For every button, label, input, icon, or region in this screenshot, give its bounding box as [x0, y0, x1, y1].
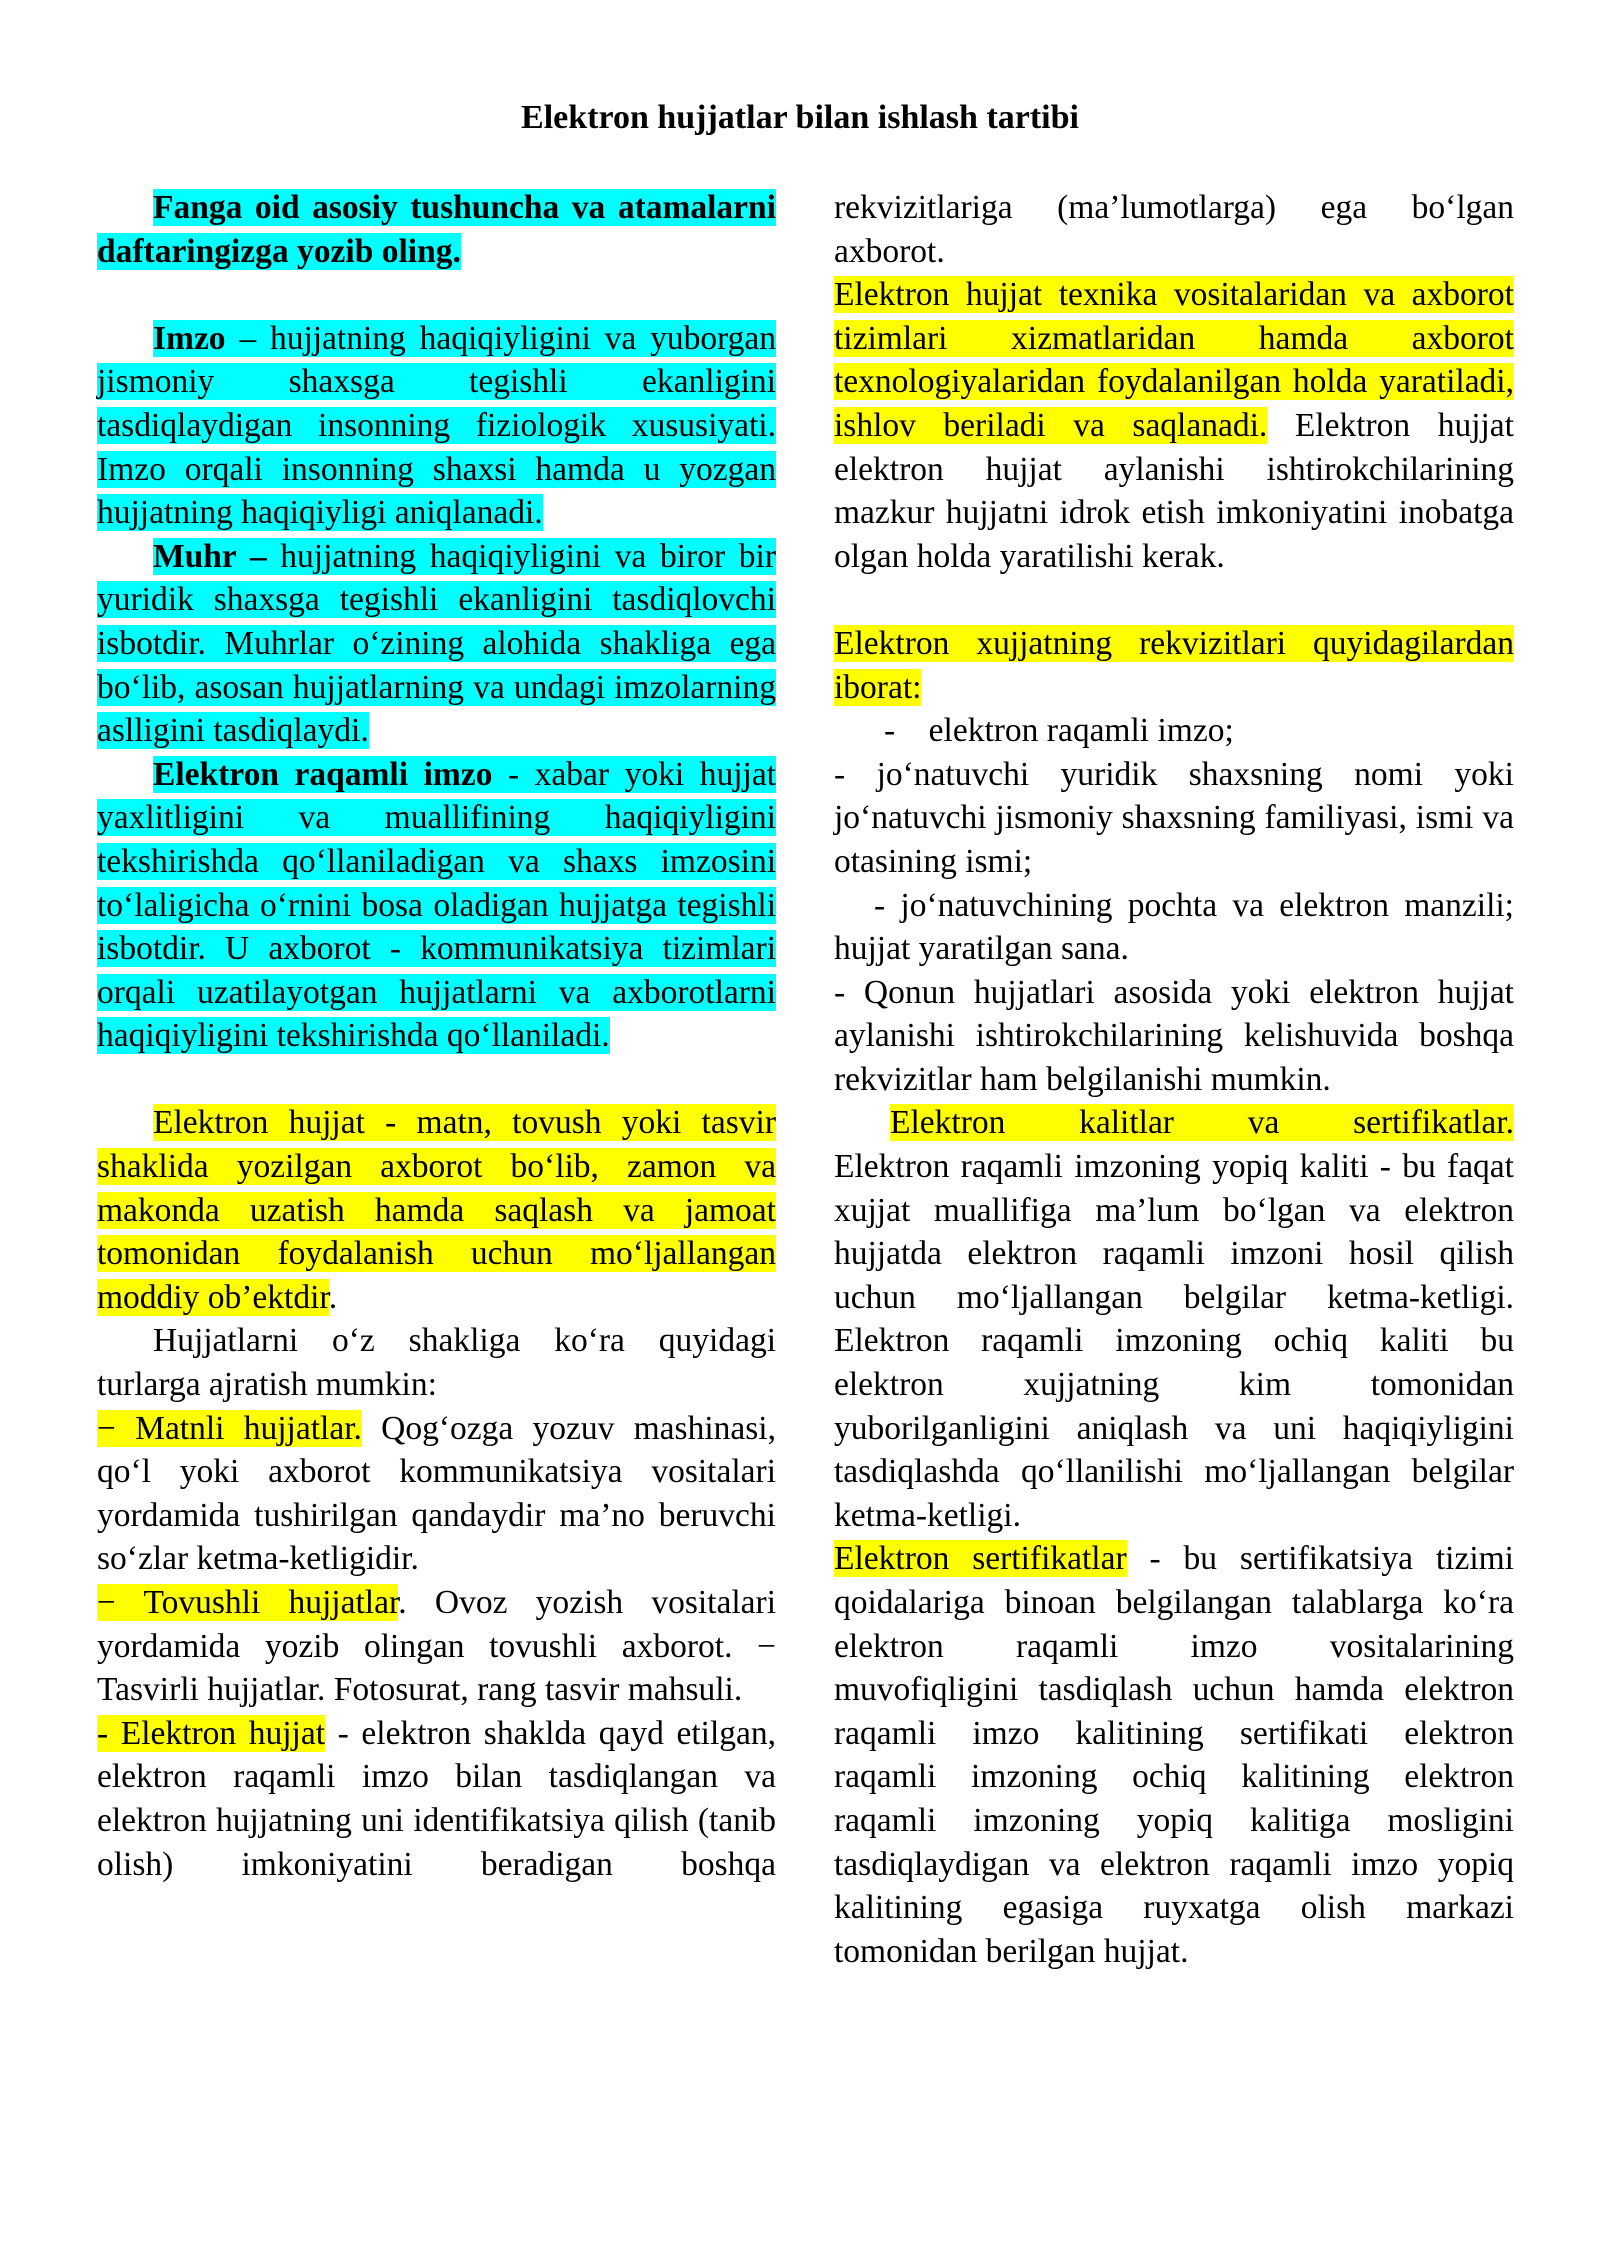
kalit-heading-text: Elektron kalitlar va sertifikatlar. [890, 1104, 1514, 1142]
imzo-text: – hujjatning haqiqiyligini va yuborgan jismoniy shaxsga tegishli ekanligini tasdiqlaydigan insonning fiziologik xususiyati. Imzo orqali insonning shaxsi hamda u yozgan hujjatning haqiqiyligi aniqlanadi. [97, 319, 776, 532]
list-item: - jo‘natuvchi yuridik shaxsning nomi yoki jo‘natuvchi jismoniy shaxsning familiyasi, ismi va otasining ismi; [834, 755, 1514, 880]
tovushli-item [97, 1581, 776, 1712]
rekvizit-heading [834, 622, 1514, 709]
matnli-item [97, 1407, 776, 1581]
elektron-hujjat-definition [97, 1101, 776, 1319]
document-title: Elektron hujjatlar bilan ishlash tartibi [521, 99, 1079, 136]
kalit-heading [834, 1101, 1514, 1145]
muhr-definition [97, 535, 776, 753]
list-dash: - [884, 712, 929, 750]
eh-def-text: Elektron hujjat - matn, tovush yoki tasvir shaklida yozilgan axborot bo‘lib, zamon va makonda uzatish hamda saqlash va jamoat tomonidan foydalanish uchun mo‘ljallangan moddiy ob’ektdir [97, 1104, 776, 1316]
imzo-term: Imzo [153, 319, 226, 357]
spacer [834, 578, 1514, 622]
texnika-paragraph [834, 273, 1514, 578]
eh-term: - Elektron hujjat [97, 1714, 326, 1752]
eri-text: - xabar yoki hujjat yaxlitligini va muallifining haqiqiyligini tekshirishda qo‘llaniladigan va shaxs imzosini to‘laligicha o‘rnini bosa oladigan hujjatga tegishli isbotdir. U axborot - kommunikatsiya tizimlari orqali uzatilayotgan hujjatlarni va axborotlarni haqiqiyligini tekshirishda qo‘llaniladi. [97, 755, 776, 1055]
list-item-text: elektron raqamli imzo; [928, 712, 1234, 750]
muhr-term: Muhr – [153, 537, 267, 575]
sertifikat-term: Elektron sertifikatlar [834, 1540, 1127, 1578]
tovushli-term: − Tovushli hujjatlar [97, 1584, 399, 1621]
sertifikat-text: - bu sertifikatsiya tizimi qoidalariga binoan belgilangan talablarga ko‘ra elektron raqamli imzo vositalarining muvofiqligini tasdiqlash uchun hamda elektron raqamli imzo kalitining sertifikati elektron raqamli imzoning ochiq kalitining elektron raqamli imzoning yopiq kalitiga mosligini tasdiqlaydigan va elektron raqamli imzo yopiq kalitining egasiga ruyxatga olish markazi tomonidan berilgan hujjat. [834, 1540, 1514, 1970]
matnli-text: Qog‘ozga yozuv mashinasi, qo‘l yoki axborot kommunikatsiya vositalari yordamida tushirilgan qandaydir ma’no beruvchi so‘zlar ketma-ketligidir. [97, 1409, 776, 1578]
eh-def-end: . [328, 1278, 338, 1316]
eri-definition [97, 753, 776, 1058]
kalit-paragraph: Elektron raqamli imzoning yopiq kaliti - bu faqat xujjat muallifiga ma’lum bo‘lgan va elektron hujjatda elektron raqamli imzoni hosil qilish uchun mo‘ljallangan belgilar ketma-ketligi. Elektron raqamli imzoning ochiq kaliti bu elektron xujjatning kim tomonidan yuborilganligini aniqlash va uni haqiqiyligini tasdiqlashda qo‘llanilishi mo‘ljallangan belgilar ketma-ketligi. [834, 1148, 1514, 1534]
list-item [834, 709, 1514, 753]
intro-instruction [97, 186, 776, 273]
sertifikat-paragraph [834, 1537, 1514, 1973]
spacer [97, 273, 776, 317]
imzo-definition [97, 317, 776, 535]
matnli-term: − Matnli hujjatlar. [97, 1409, 362, 1447]
spacer [97, 1058, 776, 1102]
right-column [834, 186, 1514, 1973]
list-item: - jo‘natuvchining pochta va elektron manzili; hujjat yaratilgan sana. [834, 886, 1514, 968]
tovushli-text: . Ovoz yozish vositalari yordamida yozib olingan tovushli axborot. − Tasvirli hujjatlar. Fotosurat, rang tasvir mahsuli. [97, 1584, 776, 1709]
intro-text: Fanga oid asosiy tushuncha va atamalarni daftaringizga yozib oling. [97, 189, 776, 270]
eh-text: - elektron shaklda qayd etilgan, elektron raqamli imzo bilan tasdiqlangan va elektron hujjatning uni identifikatsiya qilish (tanib olish) imkoniyatini beradigan boshqa [97, 1714, 776, 1883]
continuation-text: rekvizitlariga (ma’lumotlarga) ega bo‘lgan axborot. [834, 189, 1514, 270]
texnika-highlight: Elektron hujjat texnika vositalaridan va axborot tizimlari xizmatlaridan hamda axborot texnologiyalaridan foydalanilgan holda yaratiladi, ishlov beriladi va saqlanadi. [834, 276, 1514, 444]
muhr-text: hujjatning haqiqiyligini va biror bir yuridik shaxsga tegishli ekanligini tasdiqlovchi isbotdir. Muhrlar o‘zining alohida shakliga ega bo‘lib, asosan hujjatlarning va undagi imzolarning aslligini tasdiqlaydi. [97, 537, 776, 750]
eri-term: Elektron raqamli imzo [153, 755, 493, 793]
texnika-text: Elektron hujjat elektron hujjat aylanishi ishtirokchilarining mazkur hujjatni idrok etish imkoniyatini inobatga olgan holda yaratilishi kerak. [834, 406, 1514, 575]
rekvizit-heading-text: Elektron xujjatning rekvizitlari quyidagilardan iborat: [834, 624, 1514, 706]
types-intro: Hujjatlarni o‘z shakliga ko‘ra quyidagi turlarga ajratish mumkin: [97, 1322, 776, 1404]
list-item: - Qonun hujjatlari asosida yoki elektron hujjat aylanishi ishtirokchilarining kelishuvida boshqa rekvizitlar ham belgilanishi mumkin. [834, 973, 1514, 1098]
left-column [97, 186, 776, 1886]
elektron-hujjat-item [97, 1712, 776, 1886]
